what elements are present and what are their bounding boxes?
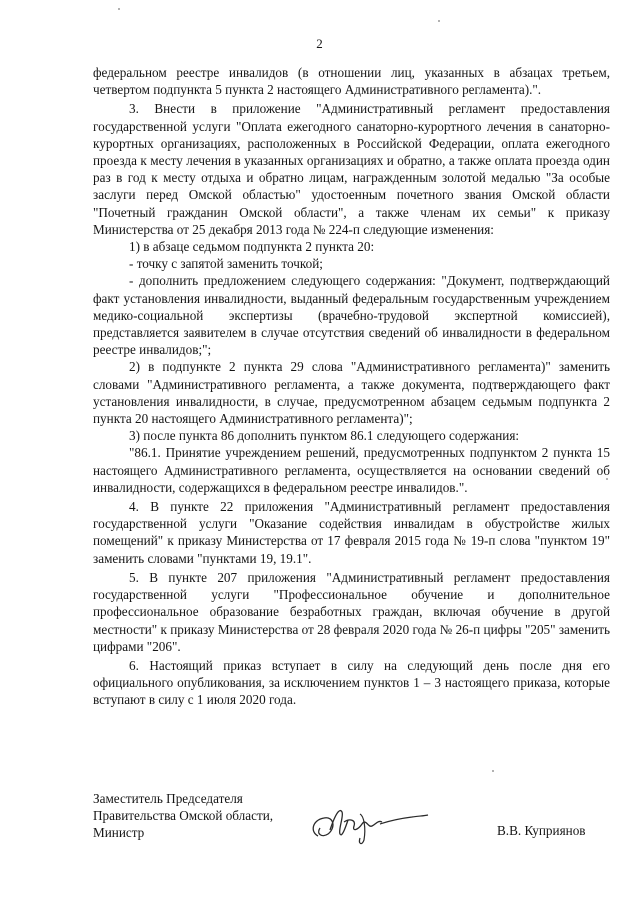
paragraph-continuation: федеральном реестре инвалидов (в отношении лиц, указанных в абзацах третьем, четвертом подпункта 5 пункта 2 настоящего Административного регламента).". (93, 65, 610, 98)
scan-speck (492, 770, 494, 772)
paragraph-subitem-2: 2) в подпункте 2 пункта 29 слова "Административного регламента)" заменить словами "Административного регламента, а также документа, подтверждающего факт установления инвалидности, в случае, предусмотренном абзацем седьмым подпункта 2 пункта 20 настоящего Административного регламента)"; (93, 359, 610, 427)
paragraph-dash-1: - точку с запятой заменить точкой; (129, 256, 323, 272)
scan-speck (118, 8, 120, 10)
paragraph-item-6: 6. Настоящий приказ вступает в силу на следующий день после дня его официального опубликования, за исключением пунктов 1 – 3 настоящего приказа, которые вступают в силу с 1 июля 2020 года. (93, 657, 610, 708)
signatory-title-line: Правительства Омской области, (93, 808, 274, 824)
signatory-name: В.В. Куприянов (497, 823, 586, 838)
scan-speck (438, 20, 440, 22)
document-body (93, 64, 610, 709)
handwritten-signature (300, 798, 432, 850)
scan-speck (606, 478, 608, 480)
signatory-title (93, 790, 273, 842)
paragraph-dash-2: - дополнить предложением следующего содержания: "Документ, подтверждающий факт установления инвалидности, выданный федеральным государственным учреждением медико-социальной экспертизы (врачебно-трудовой экспертной комиссией), представляется заявителем в случае отсутствия сведений об инвалидности в федеральном реестре инвалидов;"; (93, 273, 610, 358)
paragraph-subitem-1: 1) в абзаце седьмом подпункта 2 пункта 20: (129, 239, 375, 255)
signatory-title-line: Министр (93, 825, 145, 841)
paragraph-item-5: 5. В пункте 207 приложения "Административный регламент предоставления государственной услуги "Профессиональное обучение и дополнительное профессиональное образование безработных граждан, включая обучение в другой местности" к приказу Министерства от 28 февраля 2020 года № 26-п цифры "205" заменить цифрами "206". (93, 569, 610, 654)
signatory-title-line: Заместитель Председателя (93, 791, 243, 806)
paragraph-quote-86-1: "86.1. Принятие учреждением решений, предусмотренных подпунктом 2 пункта 15 настоящего Административного регламента, осуществляется на основании сведений об инвалидности, содержащихся в федеральном реестре инвалидов.". (93, 445, 610, 495)
paragraph-item-3: 3. Внести в приложение "Административный регламент предоставления государственной услуги "Оплата ежегодного санаторно-курортного лечения в санаторно-курортных организациях, расположенных в Российской Федерации, оплата ежегодного проезда к месту лечения в указанных организациях и обратно, а также оплата проезда один раз в год к месту отдыха и обратно лицам, награжденным золотой медалью "За особые заслуги перед Омской областью" удостоенным почетного звания Омской области "Почетный гражданин Омской области", а также членам их семьи" к приказу Министерства от 25 декабря 2013 года № 224-п следующие изменения: (93, 101, 610, 237)
paragraph-subitem-3: 3) после пункта 86 дополнить пунктом 86.1 следующего содержания: (129, 428, 520, 444)
page-number: 2 (316, 36, 323, 51)
paragraph-item-4: 4. В пункте 22 приложения "Административный регламент предоставления государственной услуги "Оказание содействия инвалидам в обустройстве жилых помещений" к приказу Министерства от 17 февраля 2015 года № 19-п слова "пунктом 19" заменить словами "пунктами 19, 19.1". (93, 499, 610, 566)
